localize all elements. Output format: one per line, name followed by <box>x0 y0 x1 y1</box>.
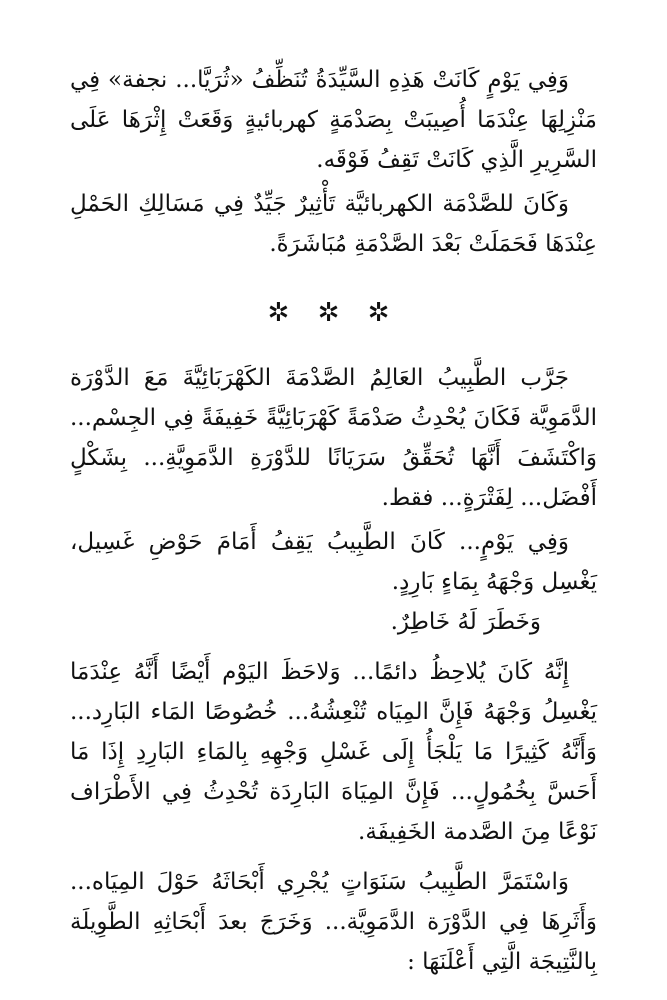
paragraph-observation: إِنَّهُ كَانَ يُلاحِظُ دائمًا... وَلاحَظَ اليَوْم أَيْضًا أَنَّهُ عِنْدَمَا يَغْسِلُ وَجْهَهُ فَإِنَّ المِيَاه تُنْعِشُهُ... خُصُوصًا المَاء البَارِد... وَأَنَّهُ كَثِيرًا مَا يَلْجَأُ إِلَى غَسْلِ وَجْهِهِ بِالمَاءِ البَارِدِ إِذَا مَا أَحَسَّ بِخُمُولٍ... فَإِنَّ المِيَاهَ البَارِدَة تُحْدِثُ فِي الأَطْرَاف نَوْعًا مِنَ الصَّدمة الخَفِيفَة. <box>70 659 597 845</box>
paragraph-doctor-experiment: جَرَّب الطَّبِيبُ العَالِمُ الصَّدْمَةَ الكَهْرَبَائِيَّةَ مَعَ الدَّوْرَة الدَّمَوِيَّة فَكَانَ يُحْدِثُ صَدْمَةً كَهْرَبَائِيَّةً خَفِيفَةً فِي الجِسْم... وَاكْتَشَفَ أَنَّهَا تُحَقِّقُ سَرَيَانًا للدَّوْرَةِ الدَّمَوِيَّةِ... بِشَكْلٍ أَفْضَل... لِفَتْرَةٍ... فقط. <box>70 365 597 511</box>
paragraph-shock-effect: وَكَانَ للصَّدْمَة الكهربائيَّة تَأْثِيرٌ جَيِّدٌ فِي مَسَالِكِ الحَمْلِ عِنْدَهَا فَحَمَلَتْ بَعْدَ الصَّدْمَةِ مُبَاشَرَةً. <box>70 191 597 257</box>
paragraph-research-result: وَاسْتَمَرَّ الطَّبِيبُ سَنَوَاتٍ يُجْرِي أَبْحَاثَهُ حَوْلَ المِيَاه... وَأَثَرِهَا فِي الدَّوْرَة الدَّمَوِيَّة... وَخَرَجَ بعدَ أَبْحَاثِهِ الطَّوِيلَة بِالنَّتِيجَة الَّتِي أَعْلَنَهَا : <box>70 869 597 975</box>
paragraph-electric-shock-incident: وَفِي يَوْمٍ كَانَتْ هَذِهِ السَّيِّدَةُ تُنَظِّفُ «ثُرَيَّا... نجفة» فِي مَنْزِلِهَا عِنْدَمَا أُصِيبَتْ بِصَدْمَةٍ كهربائيةٍ وَقَعَتْ إِثْرَهَا عَلَى السَّرِيرِ الَّذِي كَانَتْ تَقِفُ فَوْقَه. <box>70 67 597 173</box>
section-separator: ✲ ✲ ✲ <box>267 298 400 328</box>
paragraph-thought: وَخَطَرَ لَهُ خَاطِرٌ. <box>390 609 541 635</box>
paragraph-doctor-washing: وَفِي يَوْمٍ... كَانَ الطَّبِيبُ يَقِفُ أَمَامَ حَوْضِ غَسِيل، يَغْسِل وَجْهَهُ بِمَاءٍ بَارِدٍ. <box>70 529 597 595</box>
book-page <box>70 60 597 982</box>
